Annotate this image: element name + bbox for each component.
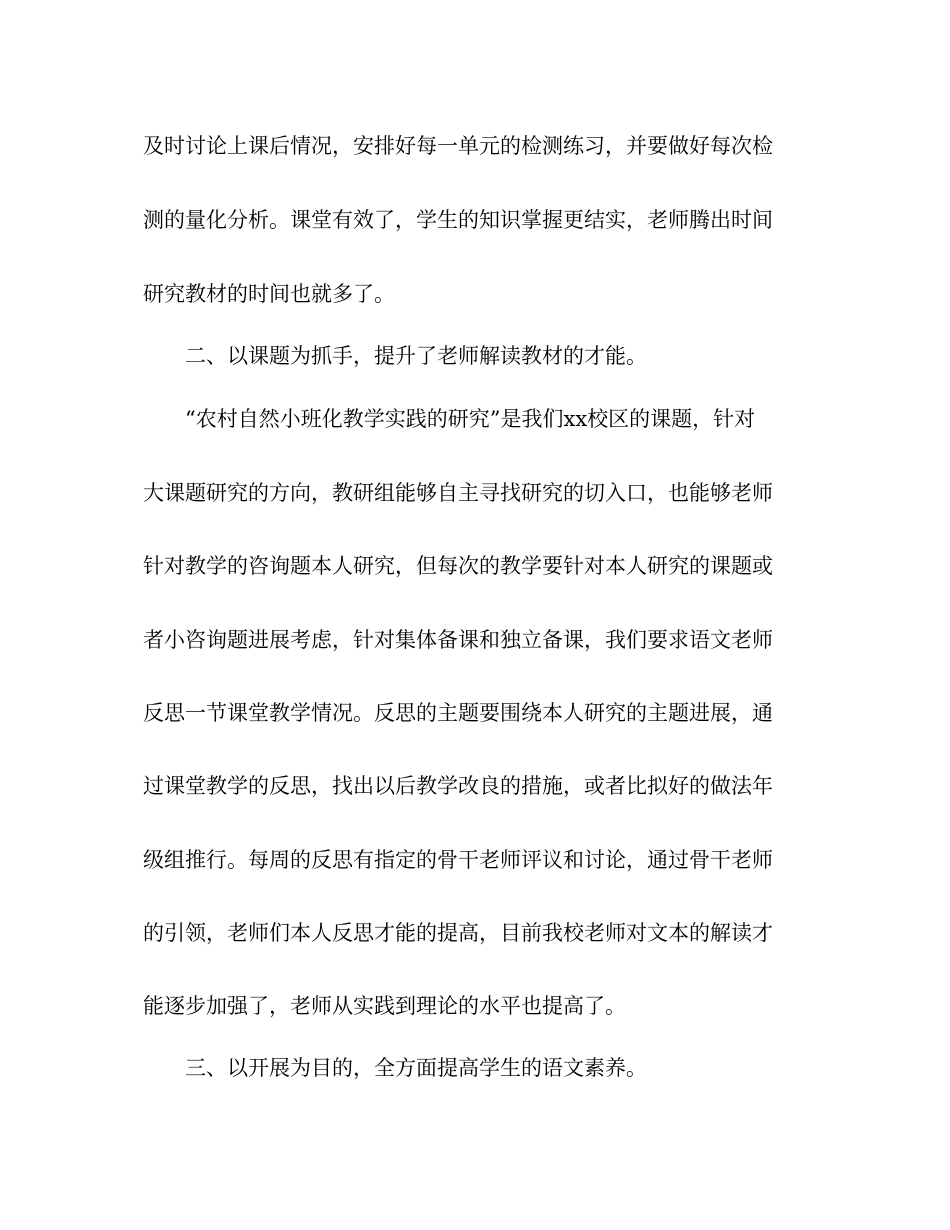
paragraph-line: 测的量化分析。课堂有效了，学生的知识掌握更结实，老师腾出时间 [143,208,773,232]
paragraph-line: 反思一节课堂教学情况。反思的主题要围绕本人研究的主题进展，通 [143,701,773,725]
paragraph-line: 能逐步加强了，老师从实践到理论的水平也提高了。 [143,994,626,1018]
paragraph-line: 针对教学的咨询题本人研究，但每次的教学要针对本人研究的课题或 [143,554,773,578]
section-heading-3: 三、以开展为目的，全方面提高学生的语文素养。 [185,1056,647,1080]
paragraph-line: “农村自然小班化教学实践的研究”是我们xx校区的课题，针对 [185,407,756,431]
paragraph-line: 研究教材的时间也就多了。 [143,282,395,306]
paragraph-line: 的引领，老师们本人反思才能的提高，目前我校老师对文本的解读才 [143,921,773,945]
paragraph-line: 者小咨询题进展考虑，针对集体备课和独立备课，我们要求语文老师 [143,628,773,652]
section-heading-2: 二、以课题为抓手，提升了老师解读教材的才能。 [185,344,647,368]
paragraph-line: 及时讨论上课后情况，安排好每一单元的检测练习，并要做好每次检 [143,134,773,158]
paragraph-line: 过课堂教学的反思，找出以后教学改良的措施，或者比拟好的做法年 [143,774,773,798]
paragraph-line: 大课题研究的方向，教研组能够自主寻找研究的切入口，也能够老师 [143,481,773,505]
paragraph-line: 级组推行。每周的反思有指定的骨干老师评议和讨论，通过骨干老师 [143,848,773,872]
